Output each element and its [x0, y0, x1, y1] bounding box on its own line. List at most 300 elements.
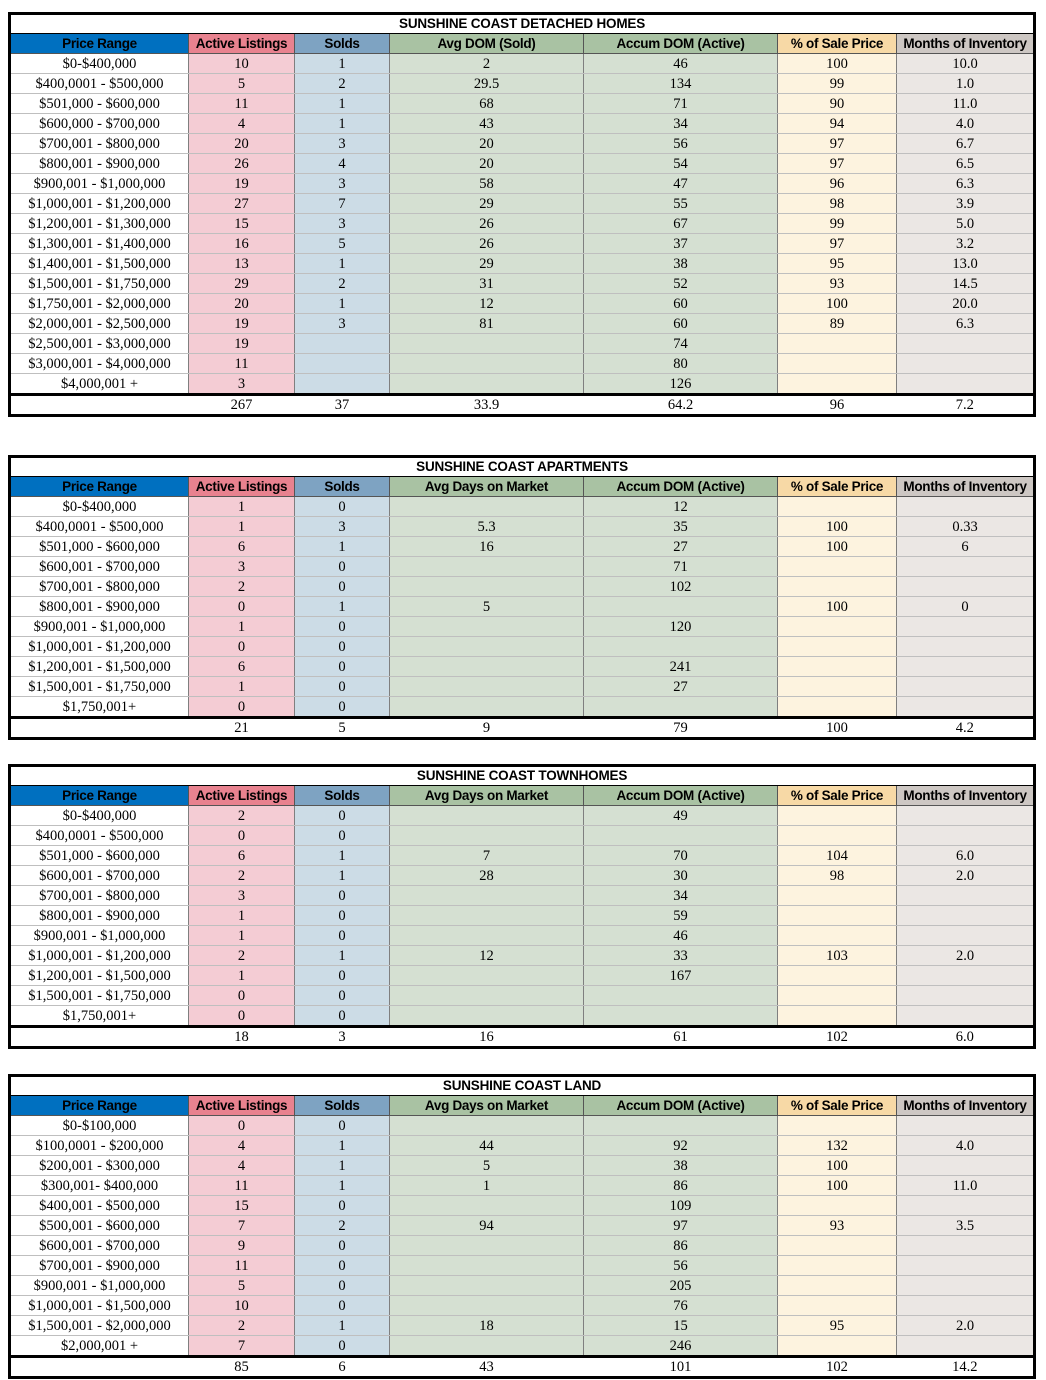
value-cell: 1	[295, 1316, 390, 1336]
value-cell: 94	[778, 114, 897, 134]
value-cell	[778, 1116, 897, 1136]
value-cell: 1	[189, 966, 295, 986]
value-cell: 11	[189, 354, 295, 374]
column-header: Accum DOM (Active)	[584, 1096, 778, 1116]
value-cell: 6.3	[897, 314, 1035, 334]
column-header: Price Range	[10, 786, 189, 806]
value-cell	[897, 1236, 1035, 1256]
price-range-cell: $800,001 - $900,000	[10, 906, 189, 926]
value-cell: 27	[189, 194, 295, 214]
total-cell: 21	[189, 718, 295, 739]
value-cell: 33	[584, 946, 778, 966]
value-cell	[778, 806, 897, 826]
value-cell: 10	[189, 54, 295, 74]
total-cell: 101	[584, 1357, 778, 1378]
value-cell: 89	[778, 314, 897, 334]
value-cell: 1	[295, 94, 390, 114]
column-header: % of Sale Price	[778, 477, 897, 497]
value-cell	[390, 926, 584, 946]
value-cell: 97	[778, 234, 897, 254]
table-title: SUNSHINE COAST DETACHED HOMES	[10, 14, 1035, 34]
value-cell: 71	[584, 557, 778, 577]
table-row	[10, 637, 1035, 657]
total-cell: 4.2	[897, 718, 1035, 739]
value-cell: 0	[295, 697, 390, 718]
price-range-cell: $400,0001 - $500,000	[10, 517, 189, 537]
value-cell: 59	[584, 906, 778, 926]
price-range-cell: $900,001 - $1,000,000	[10, 926, 189, 946]
value-cell	[390, 1116, 584, 1136]
table-row	[10, 94, 1035, 114]
total-cell	[10, 1357, 189, 1378]
value-cell: 3	[295, 314, 390, 334]
column-header: Avg Days on Market	[390, 477, 584, 497]
value-cell: 4.0	[897, 1136, 1035, 1156]
value-cell: 16	[189, 234, 295, 254]
table-row	[10, 74, 1035, 94]
value-cell: 100	[778, 1156, 897, 1176]
value-cell	[897, 354, 1035, 374]
price-range-cell: $1,500,001 - $1,750,000	[10, 986, 189, 1006]
value-cell: 96	[778, 174, 897, 194]
value-cell: 2	[189, 1316, 295, 1336]
value-cell: 2.0	[897, 1316, 1035, 1336]
value-cell: 1	[295, 254, 390, 274]
value-cell	[390, 617, 584, 637]
value-cell	[584, 1116, 778, 1136]
value-cell: 46	[584, 926, 778, 946]
value-cell: 3	[295, 134, 390, 154]
column-header: Active Listings	[189, 1096, 295, 1116]
price-range-cell: $1,750,001 - $2,000,000	[10, 294, 189, 314]
value-cell: 2	[295, 74, 390, 94]
value-cell: 0	[295, 806, 390, 826]
table-row	[10, 1116, 1035, 1136]
value-cell: 3	[189, 374, 295, 395]
value-cell: 74	[584, 334, 778, 354]
price-range-cell: $501,000 - $600,000	[10, 846, 189, 866]
value-cell: 0	[295, 1116, 390, 1136]
value-cell: 67	[584, 214, 778, 234]
table-row	[10, 537, 1035, 557]
value-cell	[390, 374, 584, 395]
value-cell: 4.0	[897, 114, 1035, 134]
value-cell: 2	[189, 866, 295, 886]
value-cell: 55	[584, 194, 778, 214]
value-cell: 38	[584, 1156, 778, 1176]
value-cell: 97	[778, 154, 897, 174]
table-row	[10, 1156, 1035, 1176]
value-cell: 4	[295, 154, 390, 174]
value-cell	[897, 986, 1035, 1006]
value-cell: 5.0	[897, 214, 1035, 234]
value-cell	[778, 557, 897, 577]
value-cell	[390, 1296, 584, 1316]
table-row	[10, 946, 1035, 966]
value-cell: 0	[189, 986, 295, 1006]
value-cell: 12	[584, 497, 778, 517]
price-range-cell: $400,0001 - $500,000	[10, 826, 189, 846]
price-range-cell: $1,200,001 - $1,500,000	[10, 657, 189, 677]
value-cell: 56	[584, 134, 778, 154]
value-cell: 7	[189, 1336, 295, 1357]
value-cell	[897, 1006, 1035, 1027]
column-header: % of Sale Price	[778, 1096, 897, 1116]
value-cell	[778, 1196, 897, 1216]
column-header: Accum DOM (Active)	[584, 477, 778, 497]
value-cell: 3	[295, 174, 390, 194]
value-cell: 9	[189, 1236, 295, 1256]
total-cell: 18	[189, 1027, 295, 1048]
table-row	[10, 557, 1035, 577]
value-cell: 29	[390, 194, 584, 214]
value-cell	[390, 1256, 584, 1276]
value-cell: 6	[897, 537, 1035, 557]
value-cell	[390, 577, 584, 597]
value-cell: 1	[295, 866, 390, 886]
table-row	[10, 677, 1035, 697]
value-cell: 1	[295, 1176, 390, 1196]
price-range-cell: $1,200,001 - $1,300,000	[10, 214, 189, 234]
value-cell: 2.0	[897, 866, 1035, 886]
column-header: Avg Days on Market	[390, 786, 584, 806]
value-cell: 13.0	[897, 254, 1035, 274]
price-range-cell: $501,000 - $600,000	[10, 537, 189, 557]
price-range-cell: $200,001 - $300,000	[10, 1156, 189, 1176]
value-cell: 0	[295, 657, 390, 677]
value-cell	[584, 826, 778, 846]
value-cell	[390, 557, 584, 577]
table-row	[10, 134, 1035, 154]
value-cell: 34	[584, 886, 778, 906]
total-row	[10, 1357, 1035, 1378]
price-range-cell: $700,001 - $800,000	[10, 886, 189, 906]
value-cell	[390, 697, 584, 718]
table-row	[10, 214, 1035, 234]
value-cell: 93	[778, 274, 897, 294]
value-cell: 86	[584, 1236, 778, 1256]
value-cell: 2	[189, 946, 295, 966]
value-cell	[778, 1276, 897, 1296]
value-cell	[584, 986, 778, 1006]
value-cell	[897, 637, 1035, 657]
table-row	[10, 1256, 1035, 1276]
price-range-cell: $0-$400,000	[10, 806, 189, 826]
table-row	[10, 154, 1035, 174]
value-cell: 134	[584, 74, 778, 94]
table-row	[10, 1176, 1035, 1196]
value-cell: 10.0	[897, 54, 1035, 74]
value-cell: 5	[390, 1156, 584, 1176]
value-cell	[897, 557, 1035, 577]
value-cell	[390, 826, 584, 846]
value-cell	[778, 617, 897, 637]
value-cell	[897, 334, 1035, 354]
total-cell: 85	[189, 1357, 295, 1378]
value-cell	[390, 1006, 584, 1027]
value-cell: 99	[778, 74, 897, 94]
table-title: SUNSHINE COAST APARTMENTS	[10, 457, 1035, 477]
value-cell	[778, 1336, 897, 1357]
value-cell: 6	[189, 537, 295, 557]
column-header: Active Listings	[189, 786, 295, 806]
price-range-cell: $600,001 - $700,000	[10, 1236, 189, 1256]
value-cell	[295, 374, 390, 395]
table-row	[10, 234, 1035, 254]
price-range-cell: $800,001 - $900,000	[10, 154, 189, 174]
value-cell	[778, 1006, 897, 1027]
value-cell: 28	[390, 866, 584, 886]
price-range-cell: $600,001 - $700,000	[10, 557, 189, 577]
value-cell: 1	[295, 946, 390, 966]
value-cell	[390, 354, 584, 374]
value-cell: 12	[390, 946, 584, 966]
value-cell: 6.0	[897, 846, 1035, 866]
value-cell: 13	[189, 254, 295, 274]
value-cell: 7	[189, 1216, 295, 1236]
value-cell: 49	[584, 806, 778, 826]
value-cell	[897, 886, 1035, 906]
value-cell: 35	[584, 517, 778, 537]
value-cell	[897, 577, 1035, 597]
column-header: Accum DOM (Active)	[584, 786, 778, 806]
value-cell	[897, 966, 1035, 986]
value-cell: 7	[295, 194, 390, 214]
value-cell	[778, 374, 897, 395]
total-cell	[10, 1027, 189, 1048]
value-cell	[390, 1336, 584, 1357]
value-cell: 11	[189, 1176, 295, 1196]
value-cell: 19	[189, 314, 295, 334]
total-cell: 37	[295, 395, 390, 416]
value-cell: 2	[189, 806, 295, 826]
table-row	[10, 1336, 1035, 1357]
value-cell: 100	[778, 54, 897, 74]
price-range-cell: $1,000,001 - $1,200,000	[10, 194, 189, 214]
column-header: Avg DOM (Sold)	[390, 34, 584, 54]
table-row	[10, 1006, 1035, 1027]
value-cell: 0	[189, 1006, 295, 1027]
value-cell: 3	[189, 557, 295, 577]
price-range-cell: $100,0001 - $200,000	[10, 1136, 189, 1156]
value-cell	[897, 806, 1035, 826]
price-range-cell: $900,001 - $1,000,000	[10, 617, 189, 637]
price-range-cell: $501,000 - $600,000	[10, 94, 189, 114]
table-row	[10, 497, 1035, 517]
value-cell: 1	[189, 517, 295, 537]
value-cell: 90	[778, 94, 897, 114]
value-cell: 47	[584, 174, 778, 194]
value-cell: 6	[189, 846, 295, 866]
table-0	[8, 12, 1036, 417]
column-header: Months of Inventory	[897, 1096, 1035, 1116]
price-range-cell: $0-$400,000	[10, 54, 189, 74]
total-cell: 5	[295, 718, 390, 739]
value-cell: 0	[295, 826, 390, 846]
value-cell: 52	[584, 274, 778, 294]
table-title: SUNSHINE COAST TOWNHOMES	[10, 766, 1035, 786]
value-cell: 100	[778, 294, 897, 314]
value-cell: 1	[295, 54, 390, 74]
value-cell: 86	[584, 1176, 778, 1196]
column-header: Months of Inventory	[897, 477, 1035, 497]
value-cell: 16	[390, 537, 584, 557]
price-range-cell: $1,000,001 - $1,500,000	[10, 1296, 189, 1316]
value-cell	[897, 1116, 1035, 1136]
price-range-cell: $0-$100,000	[10, 1116, 189, 1136]
column-header: Avg Days on Market	[390, 1096, 584, 1116]
value-cell: 0	[189, 1116, 295, 1136]
value-cell: 11	[189, 1256, 295, 1276]
price-range-cell: $400,001 - $500,000	[10, 1196, 189, 1216]
value-cell: 19	[189, 174, 295, 194]
column-header: % of Sale Price	[778, 786, 897, 806]
value-cell: 98	[778, 194, 897, 214]
value-cell: 46	[584, 54, 778, 74]
table-row	[10, 1216, 1035, 1236]
value-cell: 104	[778, 846, 897, 866]
value-cell	[897, 677, 1035, 697]
value-cell	[897, 1156, 1035, 1176]
value-cell: 3	[295, 517, 390, 537]
table-title: SUNSHINE COAST LAND	[10, 1076, 1035, 1096]
price-range-cell: $600,000 - $700,000	[10, 114, 189, 134]
value-cell	[778, 986, 897, 1006]
value-cell: 26	[390, 234, 584, 254]
value-cell	[778, 677, 897, 697]
value-cell: 11.0	[897, 1176, 1035, 1196]
value-cell: 38	[584, 254, 778, 274]
table-row	[10, 1316, 1035, 1336]
total-cell: 7.2	[897, 395, 1035, 416]
value-cell: 0	[295, 966, 390, 986]
price-range-cell: $900,001 - $1,000,000	[10, 1276, 189, 1296]
value-cell: 109	[584, 1196, 778, 1216]
value-cell	[390, 906, 584, 926]
total-cell: 43	[390, 1357, 584, 1378]
value-cell: 44	[390, 1136, 584, 1156]
value-cell: 2	[189, 577, 295, 597]
table-row	[10, 1236, 1035, 1256]
table-row	[10, 54, 1035, 74]
price-range-cell: $600,001 - $700,000	[10, 866, 189, 886]
value-cell: 14.5	[897, 274, 1035, 294]
value-cell	[295, 334, 390, 354]
value-cell: 93	[778, 1216, 897, 1236]
price-range-cell: $800,001 - $900,000	[10, 597, 189, 617]
table-row	[10, 334, 1035, 354]
table-row	[10, 846, 1035, 866]
value-cell: 15	[189, 1196, 295, 1216]
price-range-cell: $1,500,001 - $2,000,000	[10, 1316, 189, 1336]
price-range-cell: $1,300,001 - $1,400,000	[10, 234, 189, 254]
column-header: Active Listings	[189, 477, 295, 497]
value-cell	[584, 597, 778, 617]
table-row	[10, 926, 1035, 946]
value-cell	[584, 697, 778, 718]
value-cell	[390, 1196, 584, 1216]
value-cell: 0	[295, 677, 390, 697]
value-cell	[778, 826, 897, 846]
value-cell: 7	[390, 846, 584, 866]
table-row	[10, 886, 1035, 906]
table-1	[8, 455, 1036, 740]
value-cell: 27	[584, 537, 778, 557]
total-cell: 33.9	[390, 395, 584, 416]
value-cell	[390, 1276, 584, 1296]
table-row	[10, 517, 1035, 537]
value-cell	[897, 374, 1035, 395]
value-cell: 2	[295, 274, 390, 294]
value-cell: 68	[390, 94, 584, 114]
value-cell: 0	[295, 497, 390, 517]
value-cell: 6.5	[897, 154, 1035, 174]
value-cell: 0	[295, 1196, 390, 1216]
total-cell: 79	[584, 718, 778, 739]
value-cell: 20	[189, 134, 295, 154]
price-range-cell: $700,001 - $900,000	[10, 1256, 189, 1276]
value-cell: 0	[295, 557, 390, 577]
value-cell: 4	[189, 114, 295, 134]
value-cell: 6.3	[897, 174, 1035, 194]
value-cell: 4	[189, 1156, 295, 1176]
table-row	[10, 657, 1035, 677]
value-cell: 0	[295, 1256, 390, 1276]
value-cell: 5	[390, 597, 584, 617]
value-cell: 1	[295, 1136, 390, 1156]
value-cell: 4	[189, 1136, 295, 1156]
value-cell: 34	[584, 114, 778, 134]
column-header: Months of Inventory	[897, 786, 1035, 806]
value-cell: 15	[584, 1316, 778, 1336]
price-range-cell: $1,200,001 - $1,500,000	[10, 966, 189, 986]
value-cell	[897, 697, 1035, 718]
value-cell: 0	[295, 1296, 390, 1316]
value-cell: 0	[189, 697, 295, 718]
value-cell: 2	[295, 1216, 390, 1236]
value-cell: 20	[189, 294, 295, 314]
value-cell: 241	[584, 657, 778, 677]
table-row	[10, 294, 1035, 314]
value-cell: 1	[189, 926, 295, 946]
price-range-cell: $1,000,001 - $1,200,000	[10, 637, 189, 657]
table-row	[10, 966, 1035, 986]
value-cell: 10	[189, 1296, 295, 1316]
table-row	[10, 986, 1035, 1006]
value-cell: 30	[584, 866, 778, 886]
value-cell: 29	[390, 254, 584, 274]
table-row	[10, 114, 1035, 134]
value-cell	[778, 926, 897, 946]
table-row	[10, 314, 1035, 334]
column-header: Accum DOM (Active)	[584, 34, 778, 54]
table-3	[8, 1074, 1036, 1379]
total-cell: 61	[584, 1027, 778, 1048]
table-row	[10, 254, 1035, 274]
total-cell: 102	[778, 1027, 897, 1048]
total-cell: 16	[390, 1027, 584, 1048]
total-cell	[10, 395, 189, 416]
column-header: Solds	[295, 34, 390, 54]
table-row	[10, 597, 1035, 617]
value-cell	[778, 354, 897, 374]
value-cell: 0	[295, 1006, 390, 1027]
value-cell: 0	[295, 637, 390, 657]
value-cell: 1	[189, 677, 295, 697]
table-row	[10, 866, 1035, 886]
value-cell: 20	[390, 154, 584, 174]
value-cell	[778, 497, 897, 517]
